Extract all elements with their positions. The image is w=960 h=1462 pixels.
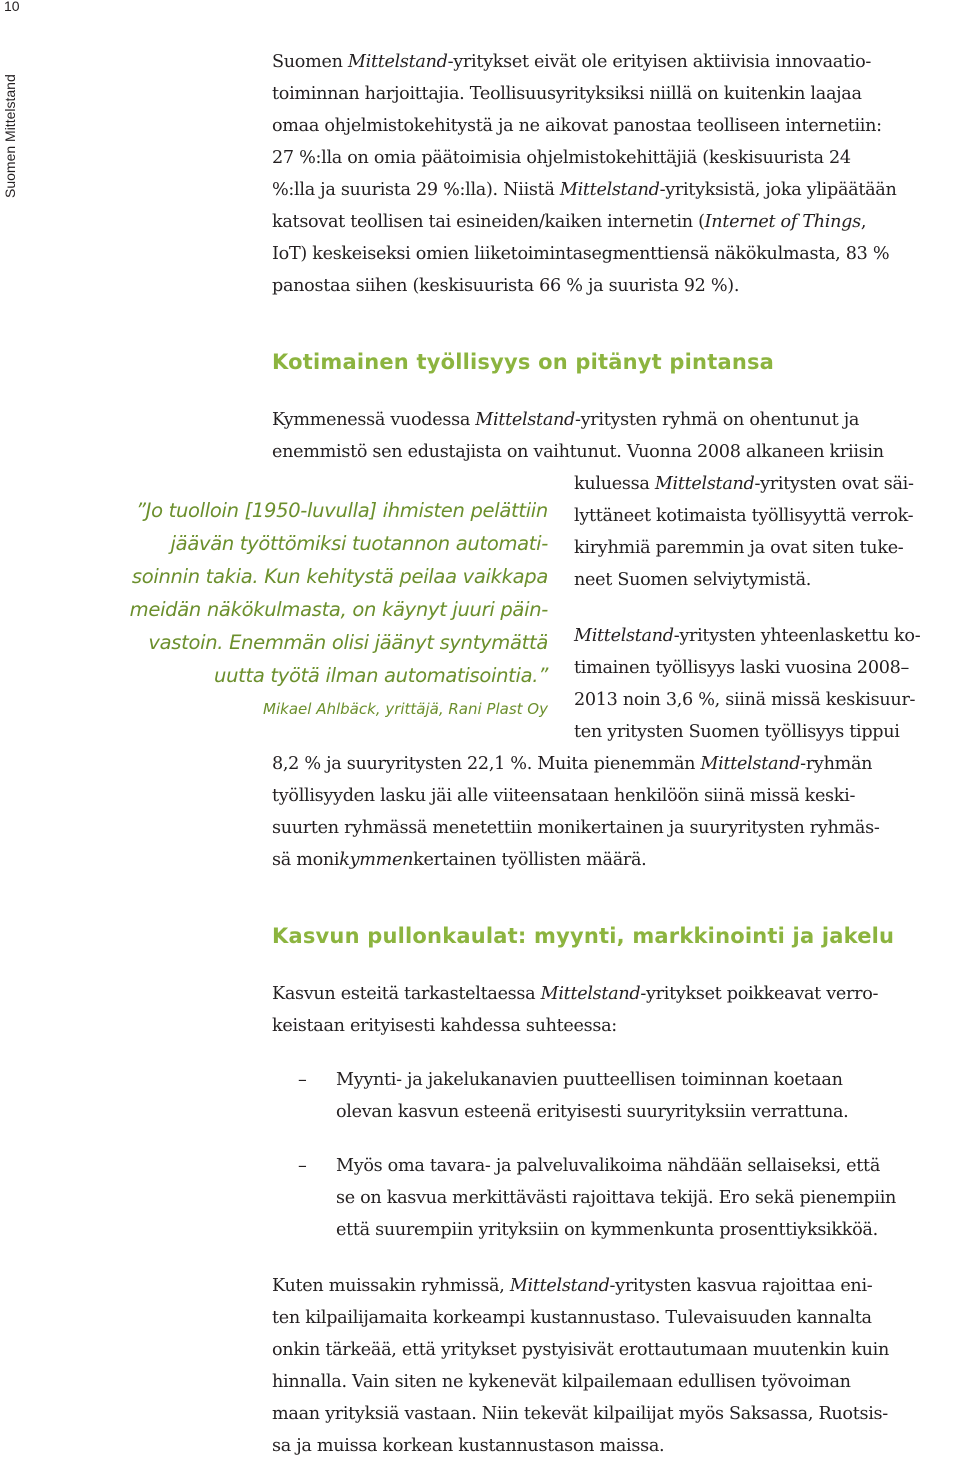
text-line: Kasvun esteitä tarkasteltaessa Mittelstand-yritykset poikkeavat verro-	[272, 984, 879, 1004]
text-line: %:lla ja suurista 29 %:lla). Niistä Mittelstand-yrityksistä, joka ylipäätään	[272, 180, 897, 200]
section1-right-column-b	[574, 620, 920, 748]
bullet-dash: –	[298, 1156, 307, 1176]
quote-line: meidän näkökulmasta, on käynyt juuri päin-	[129, 598, 548, 621]
text-line: 8,2 % ja suuryritysten 22,1 %. Muita pienemmän Mittelstand-ryhmän	[272, 754, 873, 774]
bullet-dash: –	[298, 1070, 307, 1090]
text-line: timainen työllisyys laski vuosina 2008–	[574, 658, 910, 678]
text-line: katsovat teollisen tai esineiden/kaiken internetin (Internet of Things,	[272, 212, 867, 232]
quote-line: soinnin takia. Kun kehitystä peilaa vaikkapa	[131, 565, 548, 588]
text-line: sa ja muissa korkean kustannustason maissa.	[272, 1436, 665, 1456]
text-line: että suurempiin yrityksiin on kymmenkunta prosenttiyksikköä.	[336, 1220, 878, 1240]
text-line: enemmistö sen edustajista on vaihtunut. Vuonna 2008 alkaneen kriisin	[272, 442, 884, 462]
text-line: kuluessa Mittelstand-yritysten ovat säi-	[574, 474, 914, 494]
text-line: Suomen Mittelstand-yritykset eivät ole erityisen aktiivisia innovaatio-	[272, 52, 872, 72]
text-line: onkin tärkeää, että yritykset pystyisivät erottautumaan muutenkin kuin	[272, 1340, 890, 1360]
section1-paragraph-top	[272, 404, 884, 468]
text-line: lyttäneet kotimaista työllisyyttä verrok-	[574, 506, 914, 526]
intro-paragraph	[272, 46, 897, 302]
text-line: neet Suomen selviytymistä.	[574, 570, 812, 590]
page-number: 10	[4, 0, 20, 14]
bullet-item	[336, 1064, 848, 1128]
quote-line: ”Jo tuolloin [1950-luvulla] ihmisten pelättiin	[135, 499, 548, 522]
section2-closing-paragraph	[272, 1270, 889, 1462]
text-line: 27 %:lla on omia päätoimisia ohjelmistokehittäjiä (keskisuurista 24	[272, 148, 851, 168]
text-line: sä monikymmenkertainen työllisten määrä.	[272, 850, 647, 870]
text-line: maan yrityksiä vastaan. Niin tekevät kilpailijat myös Saksassa, Ruotsis-	[272, 1404, 888, 1424]
section1-right-column-a	[574, 468, 914, 596]
text-line: hinnalla. Vain siten ne kykenevät kilpailemaan edullisen työvoiman	[272, 1372, 851, 1392]
section2-intro-paragraph	[272, 978, 878, 1042]
text-line: se on kasvua merkittävästi rajoittava tekijä. Ero sekä pienempiin	[336, 1188, 897, 1208]
text-line: suurten ryhmässä menetettiin monikertainen ja suuryritysten ryhmäs-	[272, 818, 880, 838]
text-line: Kymmenessä vuodessa Mittelstand-yritysten ryhmä on ohentunut ja	[272, 410, 860, 430]
text-line: kiryhmiä paremmin ja ovat siten tuke-	[574, 538, 904, 558]
side-label-text: Suomen Mittelstand	[2, 74, 18, 198]
quote-line: uutta työtä ilman automatisointia.”	[214, 664, 548, 687]
text-line: Kuten muissakin ryhmissä, Mittelstand-yritysten kasvua rajoittaa eni-	[272, 1276, 873, 1296]
side-running-header	[0, 48, 22, 198]
text-line: IoT) keskeiseksi omien liiketoimintasegmenttiensä näkökulmasta, 83 %	[272, 244, 890, 264]
quote-attribution: Mikael Ahlbäck, yrittäjä, Rani Plast Oy	[263, 700, 548, 718]
text-line: olevan kasvun esteenä erityisesti suuryrityksiin verrattuna.	[336, 1102, 849, 1122]
text-line: omaa ohjelmistokehitystä ja ne aikovat panostaa teolliseen internetiin:	[272, 116, 882, 136]
bullet-item	[336, 1150, 896, 1246]
text-line: Myynti- ja jakelukanavien puutteellisen toiminnan koetaan	[336, 1070, 843, 1090]
text-line: keistaan erityisesti kahdessa suhteessa:	[272, 1016, 617, 1036]
text-line: panostaa siihen (keskisuurista 66 % ja suurista 92 %).	[272, 276, 740, 296]
section-heading-growth-bottlenecks: Kasvun pullonkaulat: myynti, markkinointi ja jakelu	[272, 924, 895, 948]
text-line: 2013 noin 3,6 %, siinä missä keskisuur-	[574, 690, 916, 710]
text-line: ten yritysten Suomen työllisyys tippui	[574, 722, 900, 742]
text-line: ten kilpailijamaita korkeampi kustannustaso. Tulevaisuuden kannalta	[272, 1308, 872, 1328]
text-line: Myös oma tavara- ja palveluvalikoima nähdään sellaiseksi, että	[336, 1156, 881, 1176]
section1-paragraph-bottom	[272, 748, 880, 876]
text-line: työllisyyden lasku jäi alle viiteensataan henkilöön siinä missä keski-	[272, 786, 856, 806]
quote-line: jäävän työttömiksi tuotannon automati-	[170, 532, 548, 555]
quote-line: vastoin. Enemmän olisi jäänyt syntymättä	[148, 631, 548, 654]
section-heading-employment: Kotimainen työllisyys on pitänyt pintansa	[272, 350, 775, 374]
text-line: Mittelstand-yritysten yhteenlaskettu ko-	[574, 626, 921, 646]
text-line: toiminnan harjoittajia. Teollisuusyrityksiksi niillä on kuitenkin laajaa	[272, 84, 862, 104]
pull-quote	[90, 494, 548, 692]
